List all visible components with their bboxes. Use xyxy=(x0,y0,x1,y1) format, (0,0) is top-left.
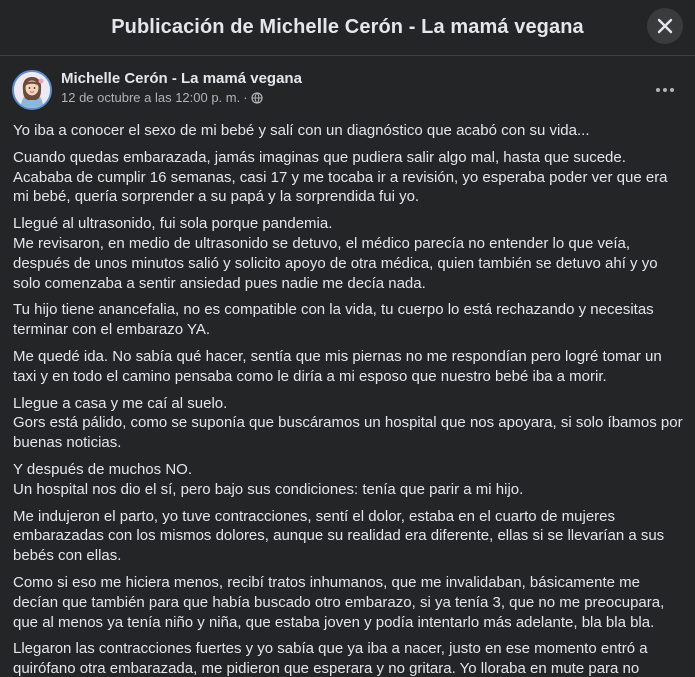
post-text-line: Un hospital nos dio el sí, pero bajo sus condiciones: tenía que parir a mi hijo. xyxy=(13,480,524,498)
post-paragraph xyxy=(13,394,685,453)
more-options-button[interactable] xyxy=(647,72,683,108)
post-text-line: Me revisaron, en medio de ultrasonido se detuvo, el médico parecía no entender lo que veía, después de unos minutos salió y solicito apoyo de otra médica, quien también se detuvo ahí y yo solo comenzaba a sentir ansiedad pues nadie me decía nada. xyxy=(13,234,658,292)
globe-icon[interactable] xyxy=(251,92,263,104)
meta-separator: · xyxy=(243,90,248,105)
post-text-line: Me quedé ida. No sabía qué hacer, sentía que mis piernas no me respondían pero logré tomar un taxi y en todo el camino pensaba como le diría a mi esposo que nuestro bebé iba a morir. xyxy=(13,347,662,385)
close-icon xyxy=(655,16,675,36)
post-text-line: Y después de muchos NO. xyxy=(13,460,192,478)
post-body xyxy=(13,121,685,677)
post-text-line: Llegué al ultrasonido, fui sola porque pandemia. xyxy=(13,215,333,233)
post-paragraph xyxy=(13,507,685,566)
post-paragraph xyxy=(13,460,685,500)
post-paragraph xyxy=(13,639,685,677)
post-text-line: Llegaron las contracciones fuertes y yo sabía que ya iba a nacer, justo en ese momento entró a quirófano otra embarazada, me pidieron que esperara y no gritara. Yo lloraba en mute para no xyxy=(13,640,648,677)
post-text-line: Llegue a casa y me caí al suelo. xyxy=(13,394,228,412)
post-paragraph xyxy=(13,573,685,632)
author-block xyxy=(61,68,302,105)
post-header xyxy=(12,68,683,112)
post-paragraph xyxy=(13,347,685,387)
post-paragraph xyxy=(13,121,685,141)
post-paragraph xyxy=(13,148,685,207)
post-timestamp[interactable]: 12 de octubre a las 12:00 p. m. xyxy=(61,90,241,105)
modal-header xyxy=(0,0,695,56)
post-text-line: Me indujeron el parto, yo tuve contracciones, sentí el dolor, estaba en el cuarto de mujeres embarazadas con los mismos dolores, aunque su realidad era diferente, ellas si se llevarían a sus bebés con ellas. xyxy=(13,507,665,565)
close-button[interactable] xyxy=(647,8,683,44)
post-meta xyxy=(61,90,302,105)
avatar[interactable] xyxy=(12,70,52,110)
post-text-line: Yo iba a conocer el sexo de mi bebé y salí con un diagnóstico que acabó con su vida... xyxy=(13,122,590,139)
modal-title: Publicación de Michelle Cerón - La mamá vegana xyxy=(111,16,584,38)
more-horizontal-icon xyxy=(655,87,675,93)
post-paragraph xyxy=(13,214,685,293)
author-name[interactable]: Michelle Cerón - La mamá vegana xyxy=(61,70,302,87)
post-text-line: Gors está pálido, como se suponía que buscáramos un hospital que nos apoyara, si solo íbamos por buenas noticias. xyxy=(13,414,683,452)
post-text-line: Cuando quedas embarazada, jamás imaginas que pudiera salir algo mal, hasta que sucede. xyxy=(13,148,626,166)
post-text-line: Como si eso me hiciera menos, recibí tratos inhumanos, que me invalidaban, básicamente me decían que también para que había buscado otro embarazo, si ya tenía 3, que no me preocupara, que al menos ya tenía niño y niña, que estaba joven y podía intentarlo más adelante, bla bla bla. xyxy=(13,573,665,631)
avatar-illustration-icon xyxy=(14,72,50,108)
post-paragraph xyxy=(13,300,685,340)
post-text-line: Acababa de cumplir 16 semanas, casi 17 y me tocaba ir a revisión, yo esperaba poder ver que era mi bebé, quería sorprender a su papá y la sorprendida fui yo. xyxy=(13,168,668,206)
post-text-line: Tu hijo tiene anancefalia, no es compatible con la vida, tu cuerpo lo está rechazando y necesitas terminar con el embarazo YA. xyxy=(13,301,654,339)
